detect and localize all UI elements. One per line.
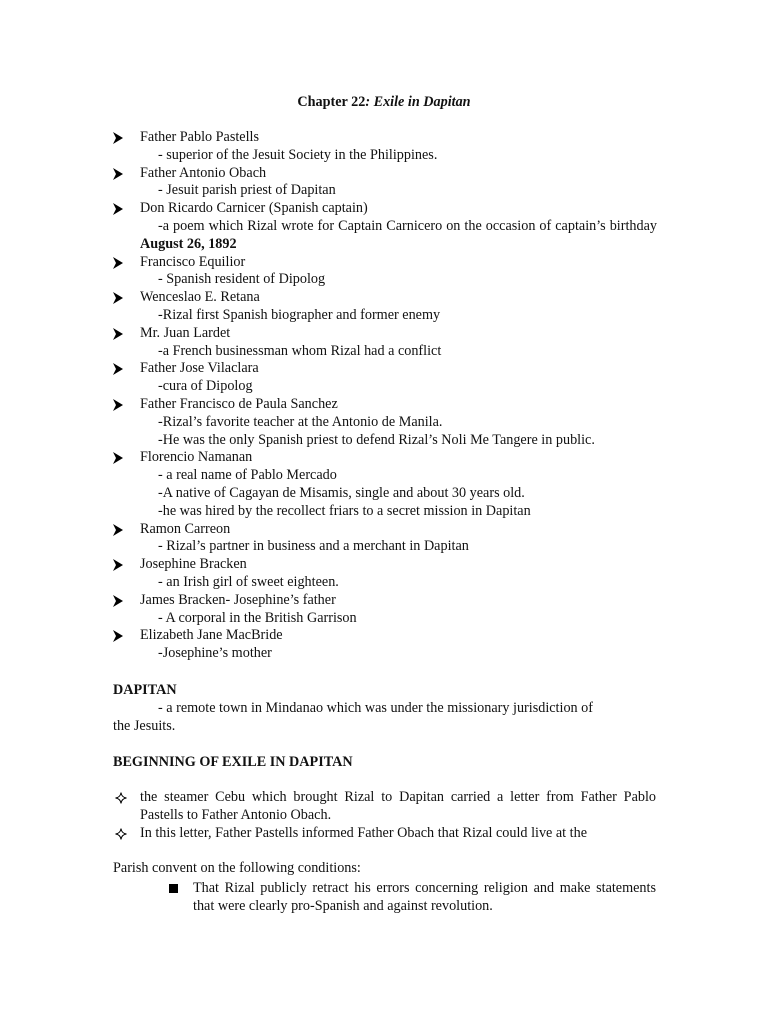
arrow-bullet-icon	[112, 360, 128, 378]
page-title	[0, 94, 768, 112]
list-item	[113, 825, 656, 843]
dapitan-line-2: the Jesuits.	[113, 717, 176, 734]
diamond-bullet-icon	[115, 792, 127, 810]
person-description: -Josephine’s mother	[158, 645, 272, 662]
square-bullet-icon	[169, 884, 178, 893]
person-description: - an Irish girl of sweet eighteen.	[158, 573, 339, 590]
list-item	[167, 880, 656, 916]
person-description: - A corporal in the British Garrison	[158, 609, 357, 626]
person-description: - superior of the Jesuit Society in the Philippines.	[158, 146, 438, 163]
list-item	[112, 129, 657, 165]
bullet-text: the steamer Cebu which brought Rizal to Dapitan carried a letter from Father Pablo Pastells to Father Antonio Obach.	[140, 789, 656, 823]
person-name: Father Antonio Obach	[140, 164, 267, 181]
arrow-bullet-icon	[112, 449, 128, 467]
person-name: Father Jose Vilaclara	[140, 360, 259, 377]
condition-text: That Rizal publicly retract his errors concerning religion and make statements that were clearly pro-Spanish and against revolution.	[193, 880, 656, 914]
person-description: -A native of Cagayan de Misamis, single and about 30 years old.	[158, 484, 525, 501]
list-item	[112, 449, 657, 520]
list-item	[112, 396, 657, 449]
list-item	[112, 289, 657, 325]
list-item	[113, 789, 656, 825]
person-description	[140, 218, 657, 254]
poem-description: -a poem which Rizal wrote for Captain Carnicero on the occasion of captain’s birthday	[158, 217, 657, 234]
arrow-bullet-icon	[112, 592, 128, 610]
arrow-bullet-icon	[112, 165, 128, 183]
conditions-list	[167, 880, 656, 916]
beginning-bullet-list	[113, 789, 656, 842]
list-item	[112, 200, 657, 253]
person-description: -cura of Dipolog	[158, 378, 253, 395]
person-name: Father Francisco de Paula Sanchez	[140, 395, 338, 412]
section-heading-beginning: BEGINNING OF EXILE IN DAPITAN	[113, 754, 353, 770]
person-description: -Rizal first Spanish biographer and former enemy	[158, 306, 441, 323]
diamond-bullet-icon	[115, 828, 127, 846]
person-name: Ramon Carreon	[140, 520, 231, 537]
person-description: - Jesuit parish priest of Dapitan	[158, 182, 336, 199]
dapitan-line-1: - a remote town in Mindanao which was under the missionary jurisdiction of	[158, 700, 593, 716]
chapter-subtitle: : Exile in Dapitan	[365, 94, 471, 110]
parish-line: Parish convent on the following conditions:	[113, 860, 361, 876]
list-item	[112, 254, 657, 290]
arrow-bullet-icon	[112, 200, 128, 218]
arrow-bullet-icon	[112, 129, 128, 147]
birthday-date: August 26, 1892	[140, 235, 237, 252]
list-item	[112, 592, 657, 628]
arrow-bullet-icon	[112, 396, 128, 414]
person-name: Mr. Juan Lardet	[140, 324, 231, 341]
person-description: -a French businessman whom Rizal had a conflict	[158, 342, 442, 359]
list-item	[112, 556, 657, 592]
person-name: Wenceslao E. Retana	[140, 289, 260, 306]
person-description: -he was hired by the recollect friars to a secret mission in Dapitan	[158, 502, 531, 519]
arrow-bullet-icon	[112, 254, 128, 272]
dapitan-description	[113, 700, 658, 736]
person-name: Don Ricardo Carnicer (Spanish captain)	[140, 200, 368, 217]
bullet-text: In this letter, Father Pastells informed Father Obach that Rizal could live at the	[140, 824, 588, 841]
list-item	[112, 165, 657, 201]
person-description: - a real name of Pablo Mercado	[158, 467, 337, 484]
person-name: Elizabeth Jane MacBride	[140, 627, 283, 644]
arrow-bullet-icon	[112, 521, 128, 539]
section-heading-dapitan: DAPITAN	[113, 682, 177, 698]
person-name: James Bracken- Josephine’s father	[140, 591, 336, 608]
list-item	[112, 521, 657, 557]
arrow-bullet-icon	[112, 289, 128, 307]
list-item	[112, 325, 657, 361]
person-description: -He was the only Spanish priest to defend Rizal’s Noli Me Tangere in public.	[158, 431, 595, 448]
chapter-number: Chapter 22	[297, 94, 366, 110]
arrow-bullet-icon	[112, 325, 128, 343]
arrow-bullet-icon	[112, 627, 128, 645]
person-name: Father Pablo Pastells	[140, 129, 260, 145]
person-name: Florencio Namanan	[140, 449, 253, 466]
list-item	[112, 360, 657, 396]
list-item	[112, 627, 657, 663]
person-name: Francisco Equilior	[140, 253, 246, 270]
person-name: Josephine Bracken	[140, 556, 247, 573]
arrow-bullet-icon	[112, 556, 128, 574]
person-description: - Spanish resident of Dipolog	[158, 271, 326, 288]
person-description: - Rizal’s partner in business and a merchant in Dapitan	[158, 538, 469, 555]
people-list	[112, 129, 657, 663]
person-description: -Rizal’s favorite teacher at the Antonio de Manila.	[158, 413, 443, 430]
